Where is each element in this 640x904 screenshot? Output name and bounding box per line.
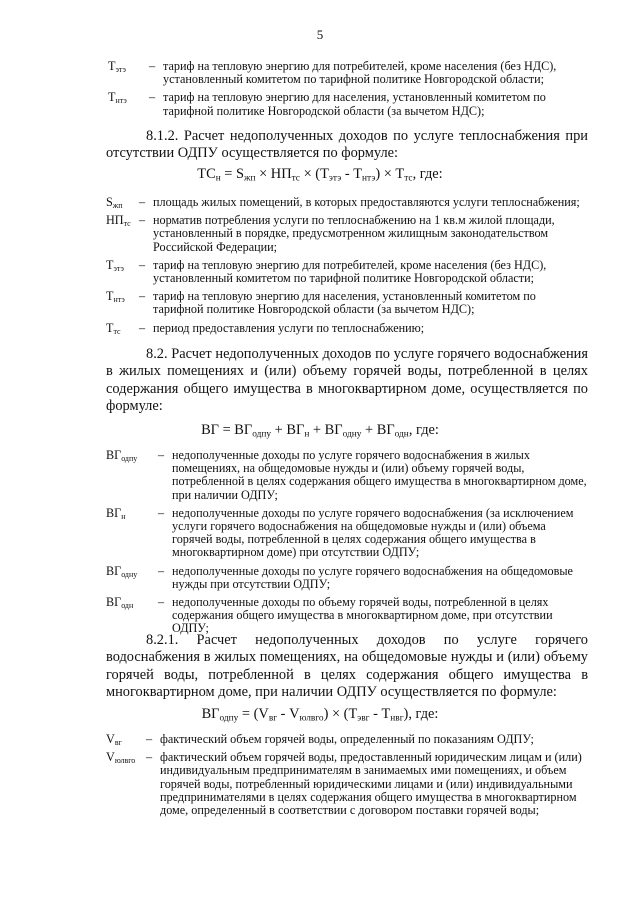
definition-item: $Т_{этэ}$ – тариф на тепловую энергию для потребителей, кроме населения (без НДС), установленный комитетом по тарифной политике Новгородской области; bbox=[0, 259, 640, 285]
definition-symbol: $Т_{нтэ}$ bbox=[106, 289, 125, 305]
definitions-8-2-1 bbox=[0, 733, 640, 817]
formula-8-2: ВГ = $ВГ_{одпу} + ВГ_н + ВГ_{одну} + ВГ_{одн}$, где: bbox=[201, 422, 439, 440]
paragraph-8-1-2: 8.1.2. Расчет недополученных доходов по услуге теплоснабжения при отсутствии ОДПУ осуществляется по формуле: bbox=[106, 128, 588, 162]
definition-symbol: $ВГ_н$ bbox=[106, 505, 126, 521]
definitions-8-1-2 bbox=[0, 196, 640, 335]
definitions-8-2 bbox=[0, 449, 640, 636]
definition-item: $ВГ_{одну}$ – недополученные доходы по услуге горячего водоснабжения на общедомовые нужды при отсутствии ОДПУ; bbox=[0, 565, 640, 591]
definition-text: недополученные доходы по услуге горячего водоснабжения (за исключением услуги горячего водоснабжения на общедомовые нужды и (или) объема горячей воды, потребленной в целях содержания общего имущества в многоквартирном доме) при отсутствии ОДПУ; bbox=[172, 505, 574, 560]
paragraph-8-2: 8.2. Расчет недополученных доходов по услуге горячего водоснабжения в жилых помещениях и (или) объему горячей воды, потребленной в целях содержания общего имущества в многоквартирном доме, осуществляется по формуле: bbox=[106, 346, 588, 414]
definition-symbol: $V_{юлвго}$ bbox=[106, 750, 136, 766]
definition-symbol: $Т_{нтэ}$ bbox=[108, 90, 127, 106]
definition-text: тариф на тепловую энергию для населения, установленный комитетом по тарифной политике Новгородской области (за вычетом НДС); bbox=[153, 289, 536, 317]
definition-item: $V_{юлвго}$ – фактический объем горячей воды, предоставленный юридическим лицам и (или) индивидуальным предпринимателям в занимаемых ими помещениях, и объем горячей воды, потребленный юридическими лицами и (или) индивидуальными предпринимателями в целях содержания общего имущества в многоквартирном доме, определенный в соответствии с договором поставки горячей воды; bbox=[0, 751, 640, 817]
definition-item: $ВГ_{одпу}$ – недополученные доходы по услуге горячего водоснабжения в жилых помещениях, на общедомовые нужды и (или) объему горячей воды, потребленной в целях содержания общего имущества в многоквартирном доме, при наличии ОДПУ; bbox=[106, 448, 587, 502]
definition-item: $Т_{нтэ}$ – тариф на тепловую энергию для населения, установленный комитетом по тарифной политике Новгородской области (за вычетом НДС); bbox=[0, 290, 640, 316]
definition-symbol: $Т_{тс}$ bbox=[106, 320, 121, 336]
formula-8-1-2: $ТС_н = S_{жп} \times НП_{тс} \times (Т_{этэ} - Т_{нтэ}) \times Т_{тс}$, где: bbox=[197, 166, 443, 184]
definition-text: недополученные доходы по услуге горячего водоснабжения на общедомовые нужды при отсутствии ОДПУ; bbox=[172, 563, 573, 591]
definition-text: тариф на тепловую энергию для потребителей, кроме населения (без НДС), установленный комитетом по тарифной политике Новгородской области; bbox=[163, 59, 557, 87]
definition-item: $ВГ_{одн}$ – недополученные доходы по объему горячей воды, потребленной в целях содержания общего имущества в многоквартирном доме, при отсутствии ОДПУ; bbox=[0, 596, 640, 636]
definition-item: $S_{жп}$ – площадь жилых помещений, в которых предоставляются услуги теплоснабжения; bbox=[0, 196, 640, 209]
definition-symbol: $V_{вг}$ bbox=[106, 732, 122, 747]
definition-text: недополученные доходы по услуге горячего водоснабжения в жилых помещениях, на общедомовые нужды и (или) объему горячей воды, потребленной в целях содержания общего имущества в многоквартирном доме, при наличии ОДПУ; bbox=[172, 448, 587, 502]
definition-item: $Т_{тс}$ – период предоставления услуги по теплоснабжению; bbox=[0, 322, 640, 335]
definition-item: $НП_{тс}$ – норматив потребления услуги по теплоснабжению на 1 кв.м жилой площади, установленный в порядке, предусмотренном жилищным законодательством Российской Федерации; bbox=[0, 214, 640, 254]
definition-text: фактический объем горячей воды, предоставленный юридическим лицам и (или) индивидуальным предпринимателям в занимаемых ими помещениях, и объем горячей воды, потребленный юридическими лицами и (или) индивидуальными предпринимателями в целях содержания общего имущества в многоквартирном доме, определенный в соответствии с договором поставки горячей воды; bbox=[160, 750, 582, 818]
definition-symbol: $ВГ_{одн}$ bbox=[106, 595, 134, 610]
definition-text: фактический объем горячей воды, определенный по показаниям ОДПУ; bbox=[160, 732, 534, 746]
formula-8-2-1: $ВГ_{одпу} = (V_{вг} - V_{юлвго}) \times (Т_{эвг} - Т_{нвг})$, где: bbox=[201, 706, 439, 724]
definition-text: недополученные доходы по объему горячей воды, потребленной в целях содержания общего имущества в многоквартирном доме, при отсутствии ОДПУ; bbox=[172, 595, 553, 636]
definition-text: тариф на тепловую энергию для населения, установленный комитетом по тарифной политике Новгородской области (за вычетом НДС); bbox=[163, 90, 546, 118]
page-number: 5 bbox=[316, 27, 324, 42]
definition-symbol: $ВГ_{одпу}$ bbox=[106, 448, 138, 463]
definition-text: площадь жилых помещений, в которых предоставляются услуги теплоснабжения; bbox=[153, 195, 580, 209]
definition-symbol: $Т_{этэ}$ bbox=[108, 59, 126, 74]
definition-symbol: $Т_{этэ}$ bbox=[106, 257, 124, 273]
definitions-top bbox=[0, 60, 640, 118]
definition-item: $ВГ_н$ – недополученные доходы по услуге горячего водоснабжения (за исключением услуги горячего водоснабжения на общедомовые нужды и (или) объема горячей воды, потребленной в целях содержания общего имущества в многоквартирном доме) при отсутствии ОДПУ; bbox=[0, 507, 640, 560]
definition-symbol: $НП_{тс}$ bbox=[106, 213, 131, 229]
definition-item: $V_{вг}$ – фактический объем горячей воды, определенный по показаниям ОДПУ; bbox=[0, 733, 640, 746]
definition-symbol: $ВГ_{одну}$ bbox=[106, 563, 138, 579]
definition-item: $Т_{этэ}$ – тариф на тепловую энергию для потребителей, кроме населения (без НДС), установленный комитетом по тарифной политике Новгородской области; bbox=[0, 60, 640, 86]
definition-text: период предоставления услуги по теплоснабжению; bbox=[153, 320, 425, 335]
definition-item: $Т_{нтэ}$ – тариф на тепловую энергию для населения, установленный комитетом по тарифной политике Новгородской области (за вычетом НДС); bbox=[0, 91, 640, 117]
definition-text: тариф на тепловую энергию для потребителей, кроме населения (без НДС), установленный комитетом по тарифной политике Новгородской области; bbox=[153, 257, 547, 286]
definition-text: норматив потребления услуги по теплоснабжению на 1 кв.м жилой площади, установленный в порядке, предусмотренном жилищным законодательством Российской Федерации; bbox=[153, 213, 555, 254]
paragraph-8-2-1: 8.2.1. Расчет недополученных доходов по услуге горячего водоснабжения в жилых помещениях, на общедомовые нужды и (или) объему горячей воды, потребленной в целях содержания общего имущества в многоквартирном доме, при наличии ОДПУ осуществляется по формуле: bbox=[106, 632, 588, 700]
definition-symbol: $S_{жп}$ bbox=[106, 195, 123, 210]
